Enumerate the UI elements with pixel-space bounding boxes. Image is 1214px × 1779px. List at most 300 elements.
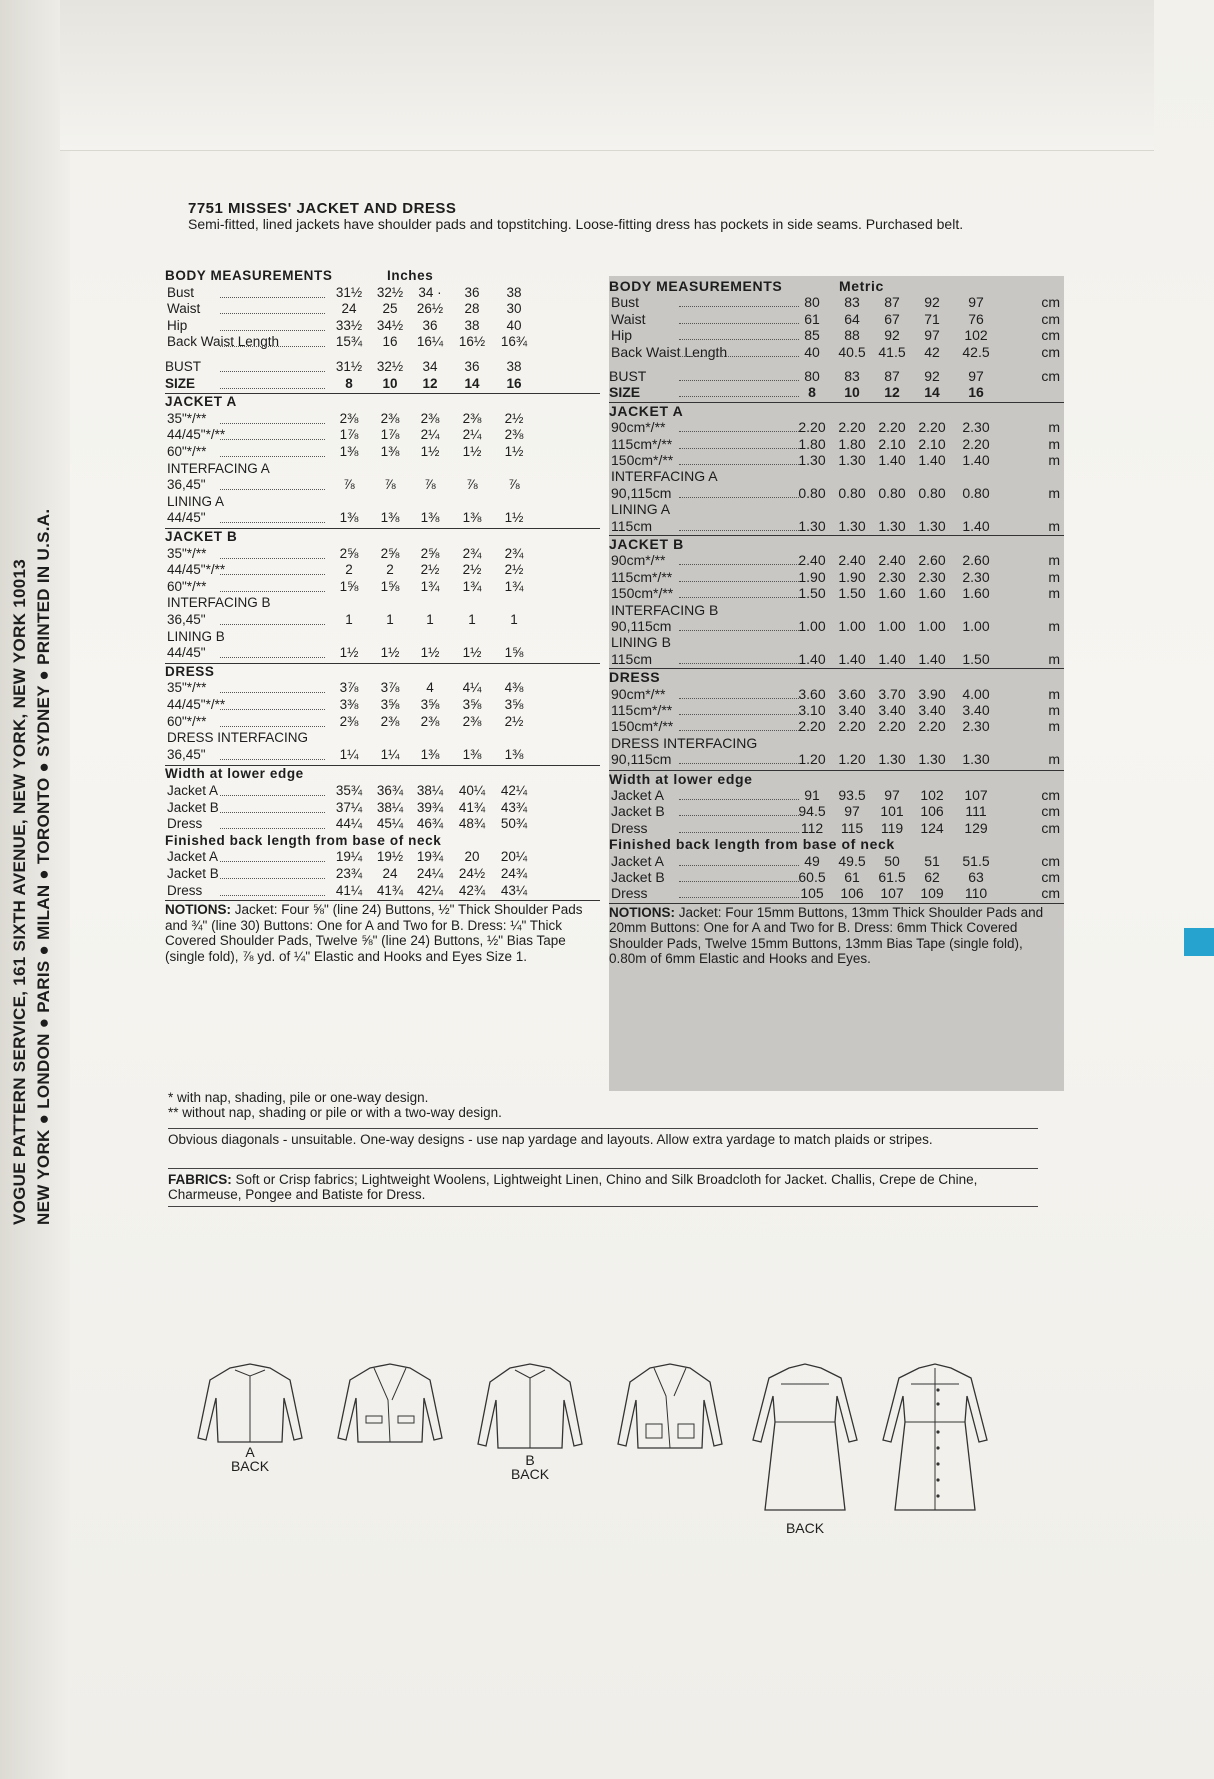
row-label: 36,45" — [167, 612, 206, 627]
cell-size-1: 15¾ — [335, 334, 363, 350]
cell-size-4: 71 — [924, 310, 940, 327]
table-row — [609, 344, 1064, 361]
cell-size-3: 107 — [880, 885, 904, 902]
cell-size-3: 87 — [884, 368, 900, 384]
cell-size-2: 41¾ — [376, 882, 404, 898]
leader-dots — [679, 496, 799, 498]
width-title: Width at lower edge — [609, 770, 753, 787]
cell-size-3: 2⅜ — [420, 410, 440, 426]
cell-size-2: 0.80 — [838, 484, 866, 501]
section-heading — [165, 664, 600, 681]
cell-size-4: 2.10 — [918, 435, 946, 452]
row-label: 35"*/** — [167, 680, 207, 696]
cell-size-3: 39¾ — [416, 799, 444, 815]
cell-size-5: 2½ — [504, 562, 524, 578]
table-row — [165, 285, 600, 302]
cell-size-4: 2¼ — [462, 427, 482, 443]
imprint-line-1: VOGUE PATTERN SERVICE, 161 SIXTH AVENUE, NEW YORK, NEW YORK 10013 — [10, 559, 29, 1225]
notions-label: NOTIONS: — [609, 904, 675, 920]
footnotes — [168, 1090, 1038, 1120]
pattern-title: 7751 MISSES' JACKET AND DRESS — [188, 200, 457, 217]
cell-size-5: 2.30 — [962, 419, 990, 436]
figure-a-letter: A — [245, 1444, 255, 1460]
cell-size-1: 49 — [804, 852, 820, 869]
row-label: 36,45" — [167, 477, 206, 493]
cell-size-2: 1.30 — [838, 517, 866, 534]
row-label: BUST — [165, 359, 202, 374]
table-row — [165, 359, 600, 376]
table-row — [609, 686, 1064, 703]
back-length-title: Finished back length from base of neck — [609, 836, 895, 853]
leader-dots — [220, 623, 325, 625]
metric-table — [609, 276, 1064, 1091]
leader-dots — [679, 529, 799, 531]
cell-size-4: 36 — [464, 359, 480, 374]
cell-size-1: 31½ — [335, 359, 363, 374]
unit-label: m — [1048, 650, 1060, 667]
cell-size-5: 43¼ — [500, 882, 528, 898]
cell-size-5: 1.50 — [962, 650, 990, 667]
cell-size-2: 1½ — [380, 645, 400, 661]
cell-size-2: 1.40 — [838, 650, 866, 667]
cell-size-4: 124 — [920, 819, 944, 836]
back-length-title: Finished back length from base of neck — [165, 832, 442, 848]
row-label: DRESS INTERFACING — [167, 730, 309, 746]
row-label: 150cm*/** — [611, 585, 674, 602]
row-label: Jacket B — [611, 803, 665, 820]
unit-label: cm — [1041, 803, 1060, 820]
cell-size-4: 1.40 — [918, 650, 946, 667]
cell-size-2: 10 — [844, 384, 860, 401]
cell-size-1: 41¼ — [335, 882, 363, 898]
cell-size-1: 35¾ — [335, 783, 363, 798]
section-divider — [165, 900, 600, 901]
leader-dots — [679, 814, 799, 816]
measurements-title: BODY MEASUREMENTS — [609, 278, 783, 294]
table-row — [165, 562, 600, 579]
row-label: Back Waist Length — [611, 343, 728, 360]
table-row — [609, 602, 1064, 619]
imprint-line-2: NEW YORK ● LONDON ● PARIS ● MILAN ● TORONTO ● SYDNEY ● PRINTED IN U.S.A. — [34, 508, 53, 1225]
cell-size-4: 2⅜ — [462, 410, 482, 426]
cell-size-5: 2¾ — [504, 545, 524, 561]
cell-size-1: 3.60 — [798, 685, 826, 702]
section-heading — [609, 403, 1064, 420]
leader-dots — [679, 697, 799, 699]
row-label: Dress — [611, 885, 648, 902]
cell-size-2: ⅞ — [384, 477, 396, 493]
section-title: DRESS — [165, 663, 215, 679]
cell-size-4: 2.20 — [918, 419, 946, 436]
cell-size-5: 42.5 — [962, 343, 990, 360]
unit-label: m — [1048, 568, 1060, 585]
cell-size-5: 97 — [968, 368, 984, 384]
notions-text: Jacket: Four 15mm Buttons, 13mm Thick Shoulder Pads and 20mm Buttons: One for A and Two for B. Dress: 6mm Thick Covered Shoulder Pads, Twelve 15mm Buttons, 13mm Bias Tape (single fold), 0.80m of 6mm Elastic and Hooks and Eyes. — [609, 904, 1044, 967]
cell-size-2: 93.5 — [838, 787, 866, 803]
cell-size-4: 92 — [924, 294, 940, 311]
cell-size-4: 41¾ — [458, 799, 486, 815]
table-row — [165, 816, 600, 833]
cell-size-5: 1½ — [504, 444, 524, 459]
cell-size-3: 1.30 — [878, 751, 906, 768]
cell-size-2: 2⅝ — [380, 545, 400, 561]
cell-size-3: 38¼ — [416, 783, 444, 798]
row-label: 44/45"*/** — [167, 562, 226, 578]
cell-size-5: 1⅜ — [504, 746, 524, 762]
table-row — [609, 634, 1064, 651]
unit-label: m — [1048, 751, 1060, 768]
cell-size-3: 87 — [884, 294, 900, 311]
row-label: Waist — [167, 301, 201, 317]
cell-size-2: 25 — [382, 301, 398, 317]
cell-size-3: 1 — [426, 612, 434, 627]
line-drawings — [185, 1360, 1005, 1536]
row-label: 90,115cm — [611, 618, 672, 634]
table-row — [609, 452, 1064, 469]
cell-size-3: 1.30 — [878, 517, 906, 534]
cell-size-5: 16 — [968, 384, 984, 401]
cell-size-4: 1¾ — [462, 578, 482, 594]
cell-size-5: 2.30 — [962, 568, 990, 585]
cell-size-4: 1½ — [462, 645, 482, 661]
cell-size-4: 16½ — [458, 334, 486, 350]
cell-size-5: 102 — [964, 327, 988, 344]
cell-size-4: 1.40 — [918, 452, 946, 468]
cell-size-1: 2.20 — [798, 419, 826, 436]
row-label: BUST — [609, 368, 647, 384]
cell-size-5: 20¼ — [500, 849, 528, 865]
cell-size-3: 61.5 — [878, 869, 906, 885]
leader-dots — [220, 725, 325, 727]
table-row — [165, 461, 600, 478]
cell-size-4: 3.40 — [918, 702, 946, 718]
cell-size-2: 115 — [840, 819, 864, 836]
table-row — [165, 411, 600, 428]
cell-size-3: ⅞ — [424, 477, 436, 493]
section-title: JACKET A — [165, 394, 237, 410]
row-label: SIZE — [609, 384, 641, 401]
table-row — [609, 485, 1064, 502]
row-label: Back Waist Length — [167, 334, 280, 350]
cell-size-3: 2.40 — [878, 552, 906, 569]
cell-size-3: 92 — [884, 327, 900, 344]
table-row — [609, 518, 1064, 535]
cell-size-1: 60.5 — [798, 869, 826, 885]
table-row — [165, 301, 600, 318]
row-label: 115cm*/** — [611, 568, 673, 585]
cell-size-2: 2⅜ — [380, 410, 400, 426]
unit-label: cm — [1041, 787, 1060, 803]
cell-size-5: 97 — [968, 294, 984, 311]
cell-size-1: 0.80 — [798, 484, 826, 501]
footnote-two-way: ** without nap, shading or pile or with a two-way design. — [168, 1105, 502, 1120]
cell-size-1: 1⅞ — [339, 427, 359, 443]
leader-dots — [679, 430, 799, 432]
cell-size-2: 2.20 — [838, 419, 866, 436]
cell-size-2: 2.40 — [838, 552, 866, 569]
row-label: Jacket A — [167, 849, 219, 865]
cell-size-2: 45¼ — [376, 816, 404, 832]
cell-size-5: 0.80 — [962, 484, 990, 501]
leader-dots — [679, 338, 799, 340]
row-label: Bust — [167, 284, 195, 300]
cell-size-5: 38 — [506, 359, 522, 374]
cell-size-2: 24 — [382, 866, 398, 881]
table-row — [609, 885, 1064, 902]
cell-size-5: 3⅝ — [504, 697, 524, 712]
cell-size-2: 49.5 — [838, 852, 866, 869]
leader-dots — [679, 831, 799, 833]
leader-dots — [679, 880, 799, 882]
leader-dots — [220, 370, 325, 372]
leader-dots — [679, 563, 799, 565]
leader-dots — [679, 864, 799, 866]
row-label: Bust — [611, 294, 640, 311]
cell-size-3: 46¾ — [416, 816, 444, 832]
cell-size-2: 38¼ — [376, 799, 404, 815]
table-row — [609, 436, 1064, 453]
unit-label: cm — [1041, 327, 1060, 344]
row-label: 90,115cm — [611, 484, 672, 501]
cell-size-2: 1⅜ — [380, 510, 400, 526]
row-label: Dress — [167, 882, 203, 898]
row-label: Jacket B — [167, 799, 219, 815]
cell-size-4: 62 — [924, 869, 940, 885]
blue-tab — [1184, 928, 1214, 956]
row-label: 150cm*/** — [611, 718, 674, 735]
cell-size-4: 48¾ — [458, 816, 486, 832]
cell-size-2: 1.50 — [838, 585, 866, 602]
leader-dots — [220, 877, 325, 879]
cell-size-3: 12 — [422, 375, 438, 391]
cell-size-2: 10 — [382, 375, 398, 391]
row-label: Hip — [167, 317, 188, 333]
footnote-one-way: * with nap, shading, pile or one-way design. — [168, 1090, 429, 1105]
cell-size-3: 1.60 — [878, 585, 906, 602]
table-row — [165, 849, 600, 866]
table-row — [609, 294, 1064, 311]
row-label: Dress — [167, 816, 203, 832]
cell-size-2: 1.00 — [838, 618, 866, 634]
cell-size-3: 1.00 — [878, 618, 906, 634]
leader-dots — [220, 573, 325, 575]
publisher-imprint — [8, 509, 56, 1225]
cell-size-4: 106 — [920, 803, 944, 820]
table-row — [165, 444, 600, 461]
cell-size-1: 1.30 — [798, 452, 826, 468]
cell-size-1: 80 — [804, 294, 820, 311]
table-row — [609, 702, 1064, 719]
cell-size-3: 34 — [422, 359, 438, 374]
cell-size-5: 2.60 — [962, 552, 990, 569]
section-divider — [609, 903, 1064, 904]
table-row — [609, 718, 1064, 735]
cell-size-4: 4¼ — [462, 680, 482, 696]
cell-size-5: 16 — [506, 375, 522, 391]
table-row — [609, 751, 1064, 768]
cell-size-4: 28 — [464, 301, 480, 317]
cell-size-4: 1⅜ — [462, 746, 482, 762]
cell-size-2: 3⅞ — [380, 680, 400, 696]
row-label: INTERFACING A — [611, 468, 718, 485]
row-label: 115cm — [611, 517, 652, 534]
cell-size-1: 1⅜ — [339, 510, 359, 526]
cell-size-5: 2.30 — [962, 718, 990, 735]
table-row — [609, 618, 1064, 635]
unit-label: cm — [1041, 852, 1060, 869]
row-label: 90cm*/** — [611, 685, 666, 702]
section-title: DRESS — [609, 669, 661, 686]
cell-size-3: 3.70 — [878, 685, 906, 702]
cell-size-4: 1.30 — [918, 751, 946, 768]
cell-size-4: 42¾ — [458, 882, 486, 898]
table-row — [609, 384, 1064, 401]
unit-label: m — [1048, 585, 1060, 602]
cell-size-4: 38 — [464, 317, 480, 333]
cell-size-1: 91 — [804, 787, 820, 803]
cell-size-5: 1.00 — [962, 618, 990, 634]
cell-size-4: 3.90 — [918, 685, 946, 702]
cell-size-3: 101 — [880, 803, 904, 820]
cell-size-2: 1⅜ — [380, 444, 400, 459]
cell-size-4: 97 — [924, 327, 940, 344]
cell-size-3: 26½ — [416, 301, 444, 317]
leader-dots — [220, 488, 325, 490]
cell-size-3: 2.20 — [878, 718, 906, 735]
cell-size-5: 1.30 — [962, 751, 990, 768]
cell-size-1: 85 — [804, 327, 820, 344]
row-label: 115cm*/** — [611, 435, 673, 452]
cell-size-5: 2.20 — [962, 435, 990, 452]
cell-size-1: 2⅜ — [339, 713, 359, 729]
cell-size-4: 40¼ — [458, 783, 486, 798]
cell-size-3: 2.10 — [878, 435, 906, 452]
cell-size-3: 41.5 — [878, 343, 906, 360]
leader-dots — [220, 329, 325, 331]
cell-size-4: 2.60 — [918, 552, 946, 569]
unit-label: cm — [1041, 819, 1060, 836]
cell-size-1: 1½ — [339, 645, 359, 661]
cell-size-1: 1⅜ — [339, 444, 359, 459]
cell-size-1: 1¼ — [339, 746, 359, 762]
cell-size-5: 1.40 — [962, 517, 990, 534]
cell-size-3: 34 · — [418, 284, 442, 300]
cell-size-2: 1.20 — [838, 751, 866, 768]
row-label: Waist — [611, 310, 646, 327]
cell-size-1: 31½ — [335, 284, 363, 300]
row-label: LINING B — [611, 634, 671, 651]
table-row — [165, 697, 600, 714]
table-row — [165, 645, 600, 662]
envelope-flap — [60, 0, 1154, 151]
cell-size-1: 2⅝ — [339, 545, 359, 561]
table-row — [165, 747, 600, 764]
cell-size-5: 76 — [968, 310, 984, 327]
row-label: 35"*/** — [167, 410, 207, 426]
table-row — [165, 800, 600, 817]
cell-size-2: 1⅝ — [380, 578, 400, 594]
cell-size-1: 24 — [341, 301, 357, 317]
row-label: DRESS INTERFACING — [611, 734, 758, 751]
units-title: Metric — [839, 278, 884, 294]
table-row — [609, 787, 1064, 804]
table-row — [609, 853, 1064, 870]
row-label: LINING A — [167, 493, 225, 509]
row-label: Jacket B — [611, 869, 665, 885]
figure-b-back-label: BACK — [510, 1466, 550, 1482]
cell-size-2: 106 — [840, 885, 864, 902]
cell-size-3: 97 — [884, 787, 900, 803]
leader-dots — [679, 580, 799, 582]
cell-size-2: 97 — [844, 803, 860, 820]
cell-size-3: 2⅝ — [420, 545, 440, 561]
cell-size-1: 40 — [804, 343, 820, 360]
back-length-heading — [609, 836, 1064, 853]
unit-label: cm — [1041, 343, 1060, 360]
unit-label: cm — [1041, 310, 1060, 327]
pattern-header — [188, 200, 1058, 232]
section-heading — [609, 536, 1064, 553]
leader-dots — [220, 438, 325, 440]
table-row — [165, 510, 600, 527]
cell-size-3: 1⅜ — [420, 510, 440, 526]
table-row — [165, 612, 600, 629]
cell-size-1: 112 — [800, 819, 824, 836]
leader-dots — [679, 463, 799, 465]
measurements-title: BODY MEASUREMENTS — [165, 268, 333, 283]
cell-size-5: 1½ — [504, 510, 524, 526]
cell-size-2: 16 — [382, 334, 398, 350]
width-heading — [609, 771, 1064, 788]
table-row — [609, 419, 1064, 436]
pattern-description: Semi-fitted, lined jackets have shoulder pads and topstitching. Loose-fitting dress has pockets in side seams. Purchased belt. — [188, 216, 964, 232]
cell-size-1: 2.20 — [798, 718, 826, 735]
cell-size-1: 33½ — [335, 317, 363, 333]
cell-size-1: ⅞ — [343, 477, 355, 493]
cell-size-4: 102 — [920, 787, 944, 803]
row-label: 44/45" — [167, 510, 206, 526]
leader-dots — [220, 656, 325, 658]
cell-size-5: 1 — [510, 612, 518, 627]
diagonals-text: Obvious diagonals - unsuitable. One-way designs - use nap yardage and layouts. Allow extra yardage to match plaids or stripes. — [168, 1132, 933, 1147]
leader-dots — [220, 521, 325, 523]
leader-dots — [679, 379, 799, 381]
cell-size-2: 1.90 — [838, 568, 866, 585]
row-label: LINING A — [611, 501, 671, 518]
leader-dots — [220, 590, 325, 592]
cell-size-2: 2.20 — [838, 718, 866, 735]
units-title: Inches — [387, 268, 434, 283]
section-title: JACKET B — [609, 536, 684, 552]
table-row — [165, 629, 600, 646]
row-label: 35"*/** — [167, 545, 207, 561]
cell-size-1: 2⅜ — [339, 410, 359, 426]
cell-size-2: 3.40 — [838, 702, 866, 718]
cell-size-4: 2½ — [462, 562, 482, 578]
cell-size-3: 1.40 — [878, 452, 906, 468]
row-label: 60"*/** — [167, 444, 207, 459]
cell-size-3: 3⅝ — [420, 697, 440, 712]
cell-size-4: 92 — [924, 368, 940, 384]
leader-dots — [679, 447, 799, 449]
leader-dots — [679, 629, 799, 631]
row-label: Jacket A — [611, 787, 664, 803]
leader-dots — [220, 691, 325, 693]
cell-size-4: 1½ — [462, 444, 482, 459]
cell-size-4: 14 — [924, 384, 940, 401]
cell-size-3: 119 — [880, 819, 904, 836]
table-row — [165, 730, 600, 747]
